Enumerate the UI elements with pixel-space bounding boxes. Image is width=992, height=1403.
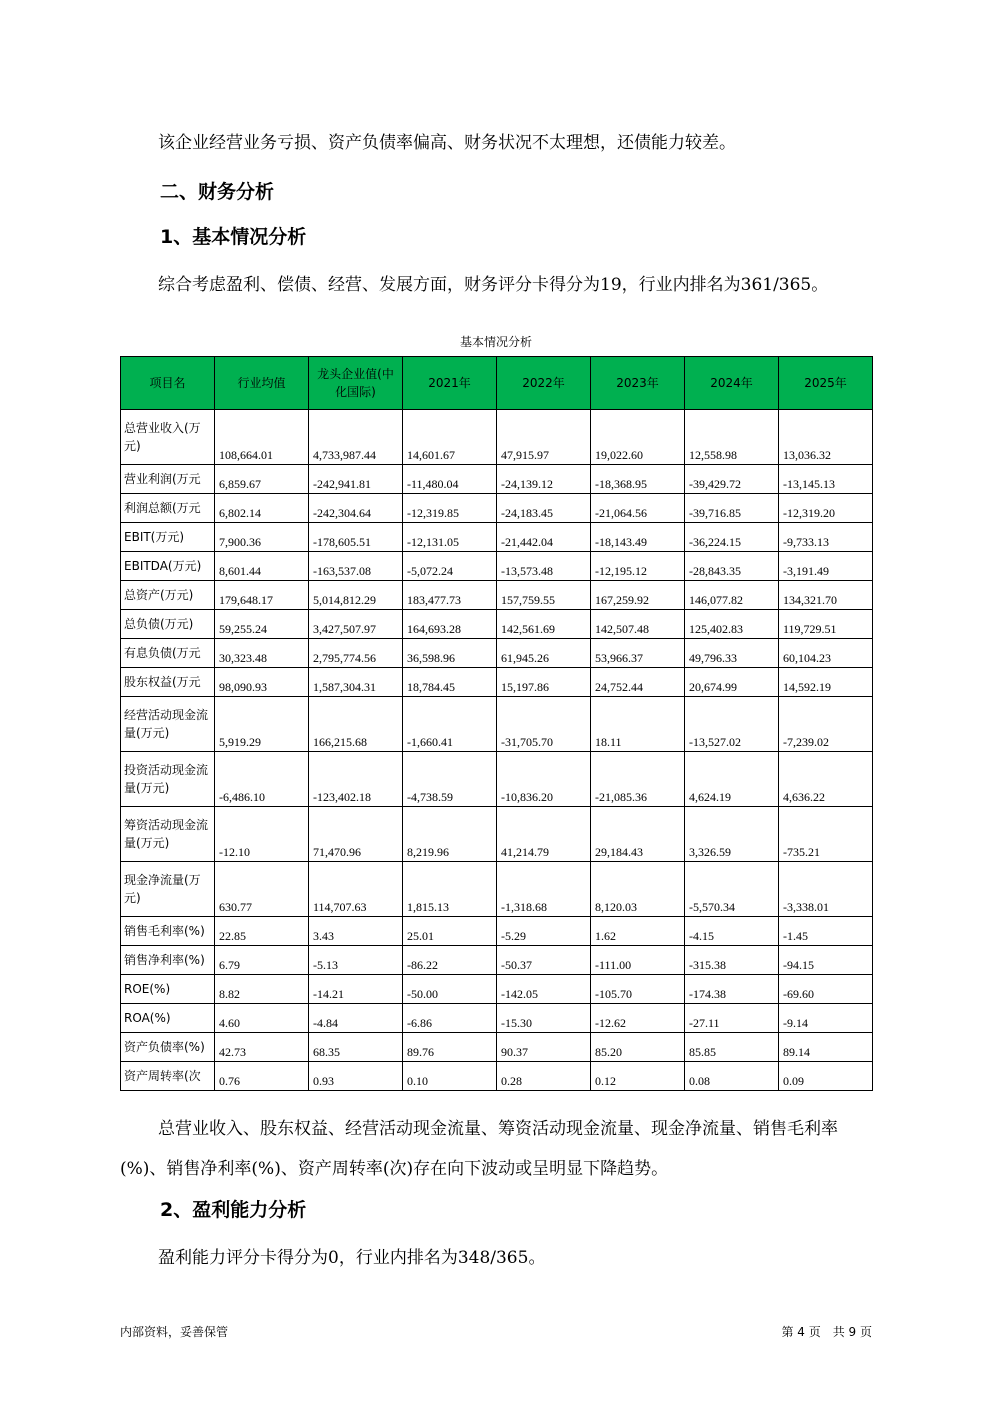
row-label: 经营活动现金流量(万元) bbox=[121, 697, 215, 752]
table-cell: 41,214.79 bbox=[497, 807, 591, 862]
table-row bbox=[121, 610, 873, 639]
table-cell: 0.08 bbox=[685, 1062, 779, 1091]
table-cell: 167,259.92 bbox=[591, 581, 685, 610]
row-label: 利润总额(万元 bbox=[121, 494, 215, 523]
table-cell: 22.85 bbox=[215, 917, 309, 946]
table-cell: 2,795,774.56 bbox=[309, 639, 403, 668]
table-cell: -10,836.20 bbox=[497, 752, 591, 807]
table-cell: -3,191.49 bbox=[779, 552, 873, 581]
table-row bbox=[121, 410, 873, 465]
table-row bbox=[121, 752, 873, 807]
table-cell: 166,215.68 bbox=[309, 697, 403, 752]
table-cell: -1,318.68 bbox=[497, 862, 591, 917]
table-cell: -178,605.51 bbox=[309, 523, 403, 552]
table-cell: 0.10 bbox=[403, 1062, 497, 1091]
table-cell: 14,601.67 bbox=[403, 410, 497, 465]
table-cell: -13,527.02 bbox=[685, 697, 779, 752]
table-cell: -5.29 bbox=[497, 917, 591, 946]
table-row bbox=[121, 697, 873, 752]
table-cell: 90.37 bbox=[497, 1033, 591, 1062]
table-cell: -50.37 bbox=[497, 946, 591, 975]
table-cell: -14.21 bbox=[309, 975, 403, 1004]
table-cell: 25.01 bbox=[403, 917, 497, 946]
table-cell: 19,022.60 bbox=[591, 410, 685, 465]
table-cell: -12,319.20 bbox=[779, 494, 873, 523]
row-label: ROA(%) bbox=[121, 1004, 215, 1033]
table-cell: -242,304.64 bbox=[309, 494, 403, 523]
row-label: 有息负债(万元 bbox=[121, 639, 215, 668]
row-label: 现金净流量(万元) bbox=[121, 862, 215, 917]
table-cell: 7,900.36 bbox=[215, 523, 309, 552]
table-cell: -13,145.13 bbox=[779, 465, 873, 494]
table-row bbox=[121, 975, 873, 1004]
table-cell: -27.11 bbox=[685, 1004, 779, 1033]
table-cell: -36,224.15 bbox=[685, 523, 779, 552]
table-cell: -12.10 bbox=[215, 807, 309, 862]
table-cell: 18,784.45 bbox=[403, 668, 497, 697]
footer-page-number: 第 4 页 共 9 页 bbox=[781, 1325, 872, 1339]
row-label: 销售净利率(%) bbox=[121, 946, 215, 975]
table-cell: -21,442.04 bbox=[497, 523, 591, 552]
table-cell: -4.15 bbox=[685, 917, 779, 946]
table-cell: -13,573.48 bbox=[497, 552, 591, 581]
table-caption: 基本情况分析 bbox=[459, 335, 532, 349]
table-cell: 119,729.51 bbox=[779, 610, 873, 639]
row-label: 总营业收入(万元) bbox=[121, 410, 215, 465]
table-cell: 36,598.96 bbox=[403, 639, 497, 668]
table-row bbox=[121, 1062, 873, 1091]
table-cell: -105.70 bbox=[591, 975, 685, 1004]
row-label: EBIT(万元) bbox=[121, 523, 215, 552]
table-cell: 5,014,812.29 bbox=[309, 581, 403, 610]
table-cell: 1,587,304.31 bbox=[309, 668, 403, 697]
table-cell: 98,090.93 bbox=[215, 668, 309, 697]
table-cell: 29,184.43 bbox=[591, 807, 685, 862]
table-cell: 85.20 bbox=[591, 1033, 685, 1062]
table-cell: 42.73 bbox=[215, 1033, 309, 1062]
table-cell: 8,219.96 bbox=[403, 807, 497, 862]
table-cell: -15.30 bbox=[497, 1004, 591, 1033]
column-header: 行业均值 bbox=[215, 357, 309, 410]
table-cell: 630.77 bbox=[215, 862, 309, 917]
table-cell: 6.79 bbox=[215, 946, 309, 975]
table-cell: 183,477.73 bbox=[403, 581, 497, 610]
table-cell: 142,507.48 bbox=[591, 610, 685, 639]
table-cell: 142,561.69 bbox=[497, 610, 591, 639]
table-row bbox=[121, 807, 873, 862]
row-label: ROE(%) bbox=[121, 975, 215, 1004]
row-label: 销售毛利率(%) bbox=[121, 917, 215, 946]
table-header-row bbox=[121, 357, 873, 410]
table-cell: -6.86 bbox=[403, 1004, 497, 1033]
column-header: 2021年 bbox=[403, 357, 497, 410]
row-label: 筹资活动现金流量(万元) bbox=[121, 807, 215, 862]
table-cell: -6,486.10 bbox=[215, 752, 309, 807]
table-cell: 85.85 bbox=[685, 1033, 779, 1062]
table-cell: -735.21 bbox=[779, 807, 873, 862]
table-cell: 157,759.55 bbox=[497, 581, 591, 610]
table-cell: -94.15 bbox=[779, 946, 873, 975]
table-cell: 1,815.13 bbox=[403, 862, 497, 917]
column-header: 2025年 bbox=[779, 357, 873, 410]
table-cell: -12,131.05 bbox=[403, 523, 497, 552]
table-cell: 14,592.19 bbox=[779, 668, 873, 697]
table-cell: -39,429.72 bbox=[685, 465, 779, 494]
table-cell: 164,693.28 bbox=[403, 610, 497, 639]
column-header: 龙头企业值(中化国际) bbox=[309, 357, 403, 410]
table-cell: 4,733,987.44 bbox=[309, 410, 403, 465]
table-cell: 134,321.70 bbox=[779, 581, 873, 610]
table-cell: -1,660.41 bbox=[403, 697, 497, 752]
table-row bbox=[121, 552, 873, 581]
table-row bbox=[121, 523, 873, 552]
table-cell: 108,664.01 bbox=[215, 410, 309, 465]
table-cell: -24,139.12 bbox=[497, 465, 591, 494]
table-cell: -21,064.56 bbox=[591, 494, 685, 523]
table-cell: 47,915.97 bbox=[497, 410, 591, 465]
table-row bbox=[121, 862, 873, 917]
table-cell: 30,323.48 bbox=[215, 639, 309, 668]
table-cell: 3,326.59 bbox=[685, 807, 779, 862]
table-cell: -142.05 bbox=[497, 975, 591, 1004]
row-label: 总资产(万元) bbox=[121, 581, 215, 610]
table-cell: -315.38 bbox=[685, 946, 779, 975]
table-cell: -1.45 bbox=[779, 917, 873, 946]
table-cell: -4,738.59 bbox=[403, 752, 497, 807]
subsection-heading-profitability: 2、盈利能力分析 bbox=[160, 1199, 307, 1221]
table-cell: -12,319.85 bbox=[403, 494, 497, 523]
table-cell: -242,941.81 bbox=[309, 465, 403, 494]
trend-paragraph: 总营业收入、股东权益、经营活动现金流量、筹资活动现金流量、现金净流量、销售毛利率(%)、销售净利率(%)、资产周转率(次)存在向下波动或呈明显下降趋势。 bbox=[120, 1119, 838, 1179]
table-cell: -4.84 bbox=[309, 1004, 403, 1033]
basic-analysis-paragraph: 综合考虑盈利、偿债、经营、发展方面，财务评分卡得分为19，行业内排名为361/365。 bbox=[158, 275, 829, 295]
table-cell: 4,624.19 bbox=[685, 752, 779, 807]
table-cell: -18,143.49 bbox=[591, 523, 685, 552]
table-cell: 53,966.37 bbox=[591, 639, 685, 668]
column-header: 项目名 bbox=[121, 357, 215, 410]
column-header: 2024年 bbox=[685, 357, 779, 410]
table-cell: -39,716.85 bbox=[685, 494, 779, 523]
table-cell: -18,368.95 bbox=[591, 465, 685, 494]
table-cell: -163,537.08 bbox=[309, 552, 403, 581]
table-cell: -50.00 bbox=[403, 975, 497, 1004]
table-cell: 60,104.23 bbox=[779, 639, 873, 668]
table-cell: 8,601.44 bbox=[215, 552, 309, 581]
table-cell: 0.28 bbox=[497, 1062, 591, 1091]
table-cell: -7,239.02 bbox=[779, 697, 873, 752]
table-cell: 5,919.29 bbox=[215, 697, 309, 752]
table-row bbox=[121, 581, 873, 610]
table-cell: 3,427,507.97 bbox=[309, 610, 403, 639]
row-label: 营业利润(万元 bbox=[121, 465, 215, 494]
table-cell: -9.14 bbox=[779, 1004, 873, 1033]
table-cell: 0.09 bbox=[779, 1062, 873, 1091]
table-cell: 71,470.96 bbox=[309, 807, 403, 862]
table-cell: 61,945.26 bbox=[497, 639, 591, 668]
table-cell: 15,197.86 bbox=[497, 668, 591, 697]
table-cell: -5,570.34 bbox=[685, 862, 779, 917]
section-heading: 二、财务分析 bbox=[160, 181, 275, 203]
table-cell: 1.62 bbox=[591, 917, 685, 946]
table-cell: -28,843.35 bbox=[685, 552, 779, 581]
table-row bbox=[121, 946, 873, 975]
row-label: EBITDA(万元) bbox=[121, 552, 215, 581]
table-body bbox=[121, 410, 873, 1091]
table-cell: -3,338.01 bbox=[779, 862, 873, 917]
row-label: 资产负债率(%) bbox=[121, 1033, 215, 1062]
table-cell: -123,402.18 bbox=[309, 752, 403, 807]
table-cell: 59,255.24 bbox=[215, 610, 309, 639]
table-cell: -9,733.13 bbox=[779, 523, 873, 552]
table-cell: 0.76 bbox=[215, 1062, 309, 1091]
table-cell: -24,183.45 bbox=[497, 494, 591, 523]
table-cell: -12.62 bbox=[591, 1004, 685, 1033]
table-row bbox=[121, 639, 873, 668]
table-cell: -5.13 bbox=[309, 946, 403, 975]
table-cell: 3.43 bbox=[309, 917, 403, 946]
table-row bbox=[121, 1004, 873, 1033]
table-cell: 146,077.82 bbox=[685, 581, 779, 610]
table-row bbox=[121, 465, 873, 494]
table-cell: 13,036.32 bbox=[779, 410, 873, 465]
table-cell: -69.60 bbox=[779, 975, 873, 1004]
column-header: 2023年 bbox=[591, 357, 685, 410]
table-cell: 125,402.83 bbox=[685, 610, 779, 639]
table-cell: -86.22 bbox=[403, 946, 497, 975]
table-cell: 179,648.17 bbox=[215, 581, 309, 610]
table-cell: 0.12 bbox=[591, 1062, 685, 1091]
table-row bbox=[121, 494, 873, 523]
table-cell: 0.93 bbox=[309, 1062, 403, 1091]
table-row bbox=[121, 917, 873, 946]
table-cell: -174.38 bbox=[685, 975, 779, 1004]
table-cell: 24,752.44 bbox=[591, 668, 685, 697]
table-cell: 20,674.99 bbox=[685, 668, 779, 697]
intro-paragraph: 该企业经营业务亏损、资产负债率偏高、财务状况不太理想，还债能力较差。 bbox=[158, 133, 736, 153]
table-cell: 6,802.14 bbox=[215, 494, 309, 523]
table-cell: 6,859.67 bbox=[215, 465, 309, 494]
table-cell: 8,120.03 bbox=[591, 862, 685, 917]
table-cell: 18.11 bbox=[591, 697, 685, 752]
table-cell: -21,085.36 bbox=[591, 752, 685, 807]
row-label: 股东权益(万元 bbox=[121, 668, 215, 697]
row-label: 资产周转率(次 bbox=[121, 1062, 215, 1091]
table-cell: 89.14 bbox=[779, 1033, 873, 1062]
column-header: 2022年 bbox=[497, 357, 591, 410]
financial-table bbox=[120, 356, 873, 1091]
profitability-paragraph: 盈利能力评分卡得分为0，行业内排名为348/365。 bbox=[158, 1248, 546, 1268]
table-row bbox=[121, 668, 873, 697]
table-cell: -12,195.12 bbox=[591, 552, 685, 581]
table-cell: 4.60 bbox=[215, 1004, 309, 1033]
table-cell: 12,558.98 bbox=[685, 410, 779, 465]
subsection-heading-basic: 1、基本情况分析 bbox=[160, 226, 307, 248]
footer-confidential: 内部资料，妥善保管 bbox=[120, 1325, 229, 1339]
table-row bbox=[121, 1033, 873, 1062]
table-cell: -31,705.70 bbox=[497, 697, 591, 752]
table-cell: -5,072.24 bbox=[403, 552, 497, 581]
table-cell: 68.35 bbox=[309, 1033, 403, 1062]
table-cell: 89.76 bbox=[403, 1033, 497, 1062]
table-cell: 114,707.63 bbox=[309, 862, 403, 917]
row-label: 投资活动现金流量(万元) bbox=[121, 752, 215, 807]
table-cell: -11,480.04 bbox=[403, 465, 497, 494]
table-cell: 4,636.22 bbox=[779, 752, 873, 807]
table-cell: 49,796.33 bbox=[685, 639, 779, 668]
table-cell: -111.00 bbox=[591, 946, 685, 975]
row-label: 总负债(万元) bbox=[121, 610, 215, 639]
table-cell: 8.82 bbox=[215, 975, 309, 1004]
